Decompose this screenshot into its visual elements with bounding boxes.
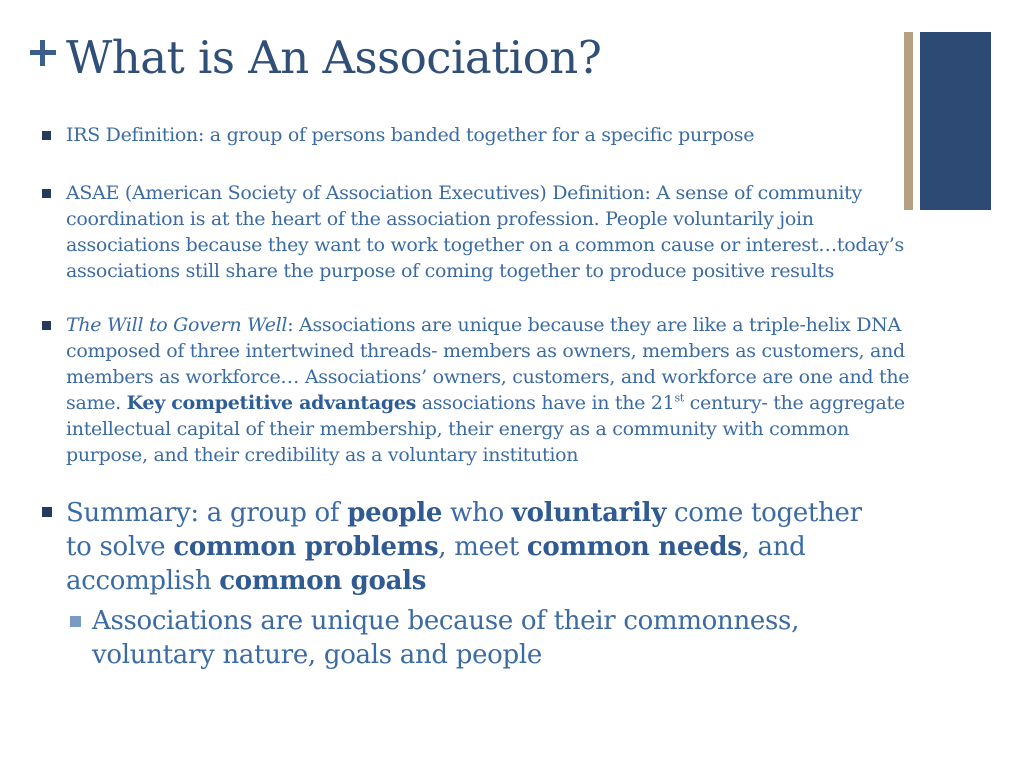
square-bullet-icon: [42, 507, 52, 517]
sub-bullet-text: Associations are unique because of their commonness, voluntary nature, goals and people: [92, 606, 800, 670]
emphasis-people: people: [347, 498, 443, 528]
summary-text-part-1: Summary: a group of: [66, 498, 348, 528]
bullet-text: ASAE (American Society of Association Executives) Definition: A sense of community coordination is at the heart of the association profession. People voluntarily join associations because they want to work together on a common cause or interest…today’s associations still share the purpose of coming together to produce positive results: [66, 182, 904, 282]
bullet-irs-definition: [40, 122, 910, 148]
emphasis-common-problems: common problems: [173, 532, 439, 562]
bullet-list: [40, 122, 910, 672]
square-bullet-icon: [70, 616, 81, 627]
sub-bullet-uniqueness: [66, 604, 866, 672]
plus-icon: [28, 38, 58, 68]
emphasis-common-goals: common goals: [219, 566, 427, 596]
bullet-asae-definition: [40, 180, 926, 284]
bullet-text: IRS Definition: a group of persons banded together for a specific purpose: [66, 124, 755, 146]
emphasis-common-needs: common needs: [526, 532, 742, 562]
square-bullet-icon: [42, 189, 51, 198]
ordinal-superscript: st: [674, 391, 684, 405]
bullet-text-part-1: : Associations are unique because they are like a triple-helix DNA composed of three intertwined threads- members as owners, members as customers, and members as workforce… Associations’ owners, customers, and workforce are one and the same.: [66, 314, 910, 414]
bullet-will-to-govern-well: [40, 312, 926, 468]
bullet-text-part-2: associations have in the 21: [416, 392, 675, 414]
summary-text-part-3: come together to solve: [66, 498, 862, 562]
accent-block-blue: [920, 32, 991, 210]
summary-text-part-5: , and accomplish: [66, 532, 806, 596]
bullet-summary: [40, 496, 866, 672]
summary-text-part-4: , meet: [438, 532, 527, 562]
plus-icon-vertical-bar: [40, 40, 45, 66]
square-bullet-icon: [42, 321, 51, 330]
slide-title: What is An Association?: [66, 31, 602, 84]
square-bullet-icon: [42, 131, 51, 140]
book-title: The Will to Govern Well: [66, 314, 288, 336]
emphasis-voluntarily: voluntarily: [511, 498, 667, 528]
sub-bullet-list: [66, 604, 866, 672]
key-phrase: Key competitive advantages: [126, 392, 417, 414]
summary-text-part-2: who: [442, 498, 512, 528]
bullet-text-part-3: century- the aggregate intellectual capital of their membership, their energy as a community with common purpose, and their credibility as a voluntary institution: [66, 392, 905, 466]
